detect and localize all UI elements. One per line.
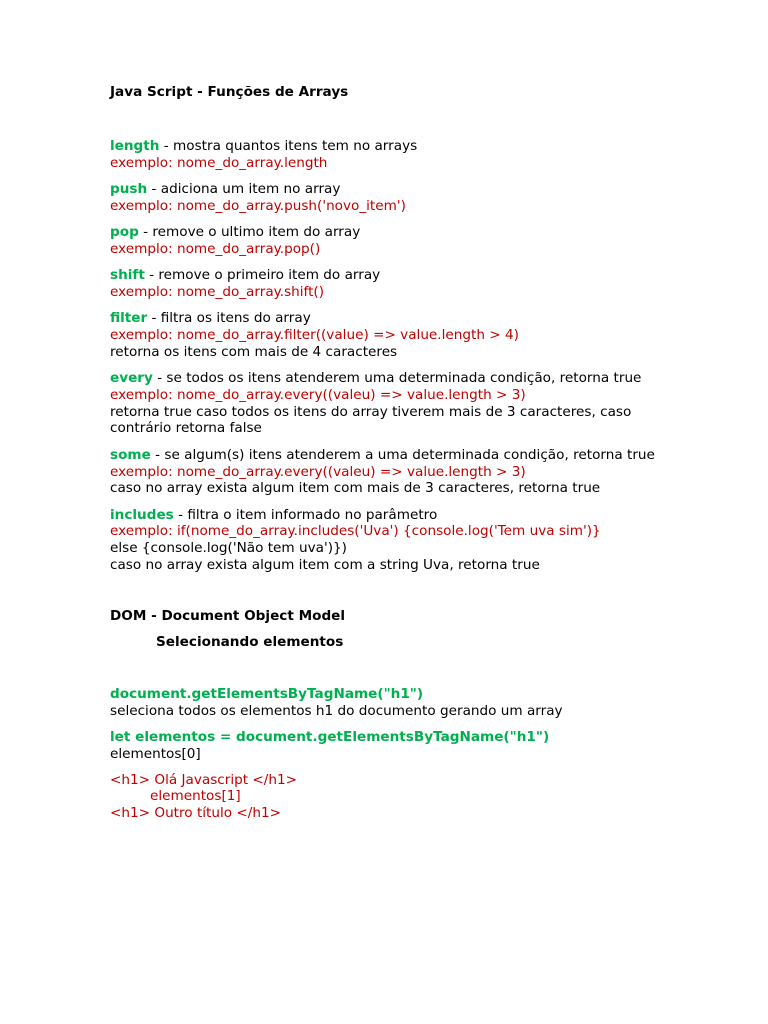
function-entry-pop [110,224,670,258]
function-keyword: every [110,370,153,387]
html-example-line-1: <h1> Olá Javascript </h1> [110,771,298,788]
function-example: exemplo: nome_do_array.every((valeu) => value.length > 3) [110,386,526,403]
dom-code-getelements-desc: seleciona todos os elementos h1 do documento gerando um array [110,703,563,720]
function-description: - se algum(s) itens atenderem a uma determinada condição, retorna true [150,446,655,463]
dom-code-let-elementos: let elementos = document.getElementsByTagName("h1") [110,729,550,746]
array-functions-list [110,138,670,574]
dom-code-let-elementos-desc: elementos[0] [110,745,201,762]
document-body [110,84,670,822]
function-example: exemplo: nome_do_array.shift() [110,283,325,300]
function-entry-some [110,447,670,497]
function-keyword: some [110,446,151,463]
function-note: retorna true caso todos os itens do array tiverem mais de 3 caracteres, caso contrário retorna false [110,403,632,437]
function-description: - filtra o item informado no parâmetro [173,506,438,523]
dom-section-title: DOM - Document Object Model [110,607,346,624]
function-heading [110,447,670,464]
function-keyword: length [110,137,160,154]
function-entry-push [110,181,670,215]
function-description: - remove o ultimo item do array [138,223,361,240]
html-example-line-3: <h1> Outro título </h1> [110,805,282,822]
function-heading [110,138,670,155]
function-description: - se todos os itens atenderem uma determinada condição, retorna true [152,370,642,387]
function-entry-shift [110,267,670,301]
function-entry-includes [110,507,670,574]
function-keyword: push [110,180,148,197]
function-example: exemplo: nome_do_array.length [110,154,328,171]
function-example: exemplo: nome_do_array.every((valeu) => value.length > 3) [110,463,526,480]
document-title: Java Script - Funções de Arrays [110,84,349,100]
function-description: - filtra os itens do array [147,310,311,327]
function-keyword: shift [110,267,145,284]
function-example: exemplo: nome_do_array.push('novo_item') [110,197,406,214]
function-heading [110,370,670,387]
dom-code-getelements: document.getElementsByTagName("h1") [110,686,424,703]
function-description: - mostra quantos itens tem no arrays [159,137,418,154]
function-example: exemplo: nome_do_array.filter((value) => value.length > 4) [110,326,519,343]
function-heading [110,267,670,284]
function-entry-every [110,370,670,437]
function-heading [110,181,670,198]
function-entry-length [110,138,670,172]
function-heading [110,507,670,524]
function-note: retorna os itens com mais de 4 caracteres [110,343,398,360]
function-example: exemplo: nome_do_array.pop() [110,240,321,257]
function-example: exemplo: if(nome_do_array.includes('Uva') {console.log('Tem uva sim')} [110,523,601,540]
html-example-line-2: elementos[1] [150,788,241,805]
function-heading [110,310,670,327]
dom-section-subtitle: Selecionando elementos [156,633,344,650]
function-keyword: filter [110,310,148,327]
function-note: caso no array exista algum item com a string Uva, retorna true [110,557,540,574]
function-keyword: includes [110,506,174,523]
function-entry-filter [110,310,670,360]
function-note: caso no array exista algum item com mais de 3 caracteres, retorna true [110,480,601,497]
function-description: - adiciona um item no array [147,180,341,197]
function-heading [110,224,670,241]
function-note: else {console.log('Não tem uva')}) [110,540,347,557]
function-description: - remove o primeiro item do array [144,267,381,284]
function-keyword: pop [110,223,139,240]
